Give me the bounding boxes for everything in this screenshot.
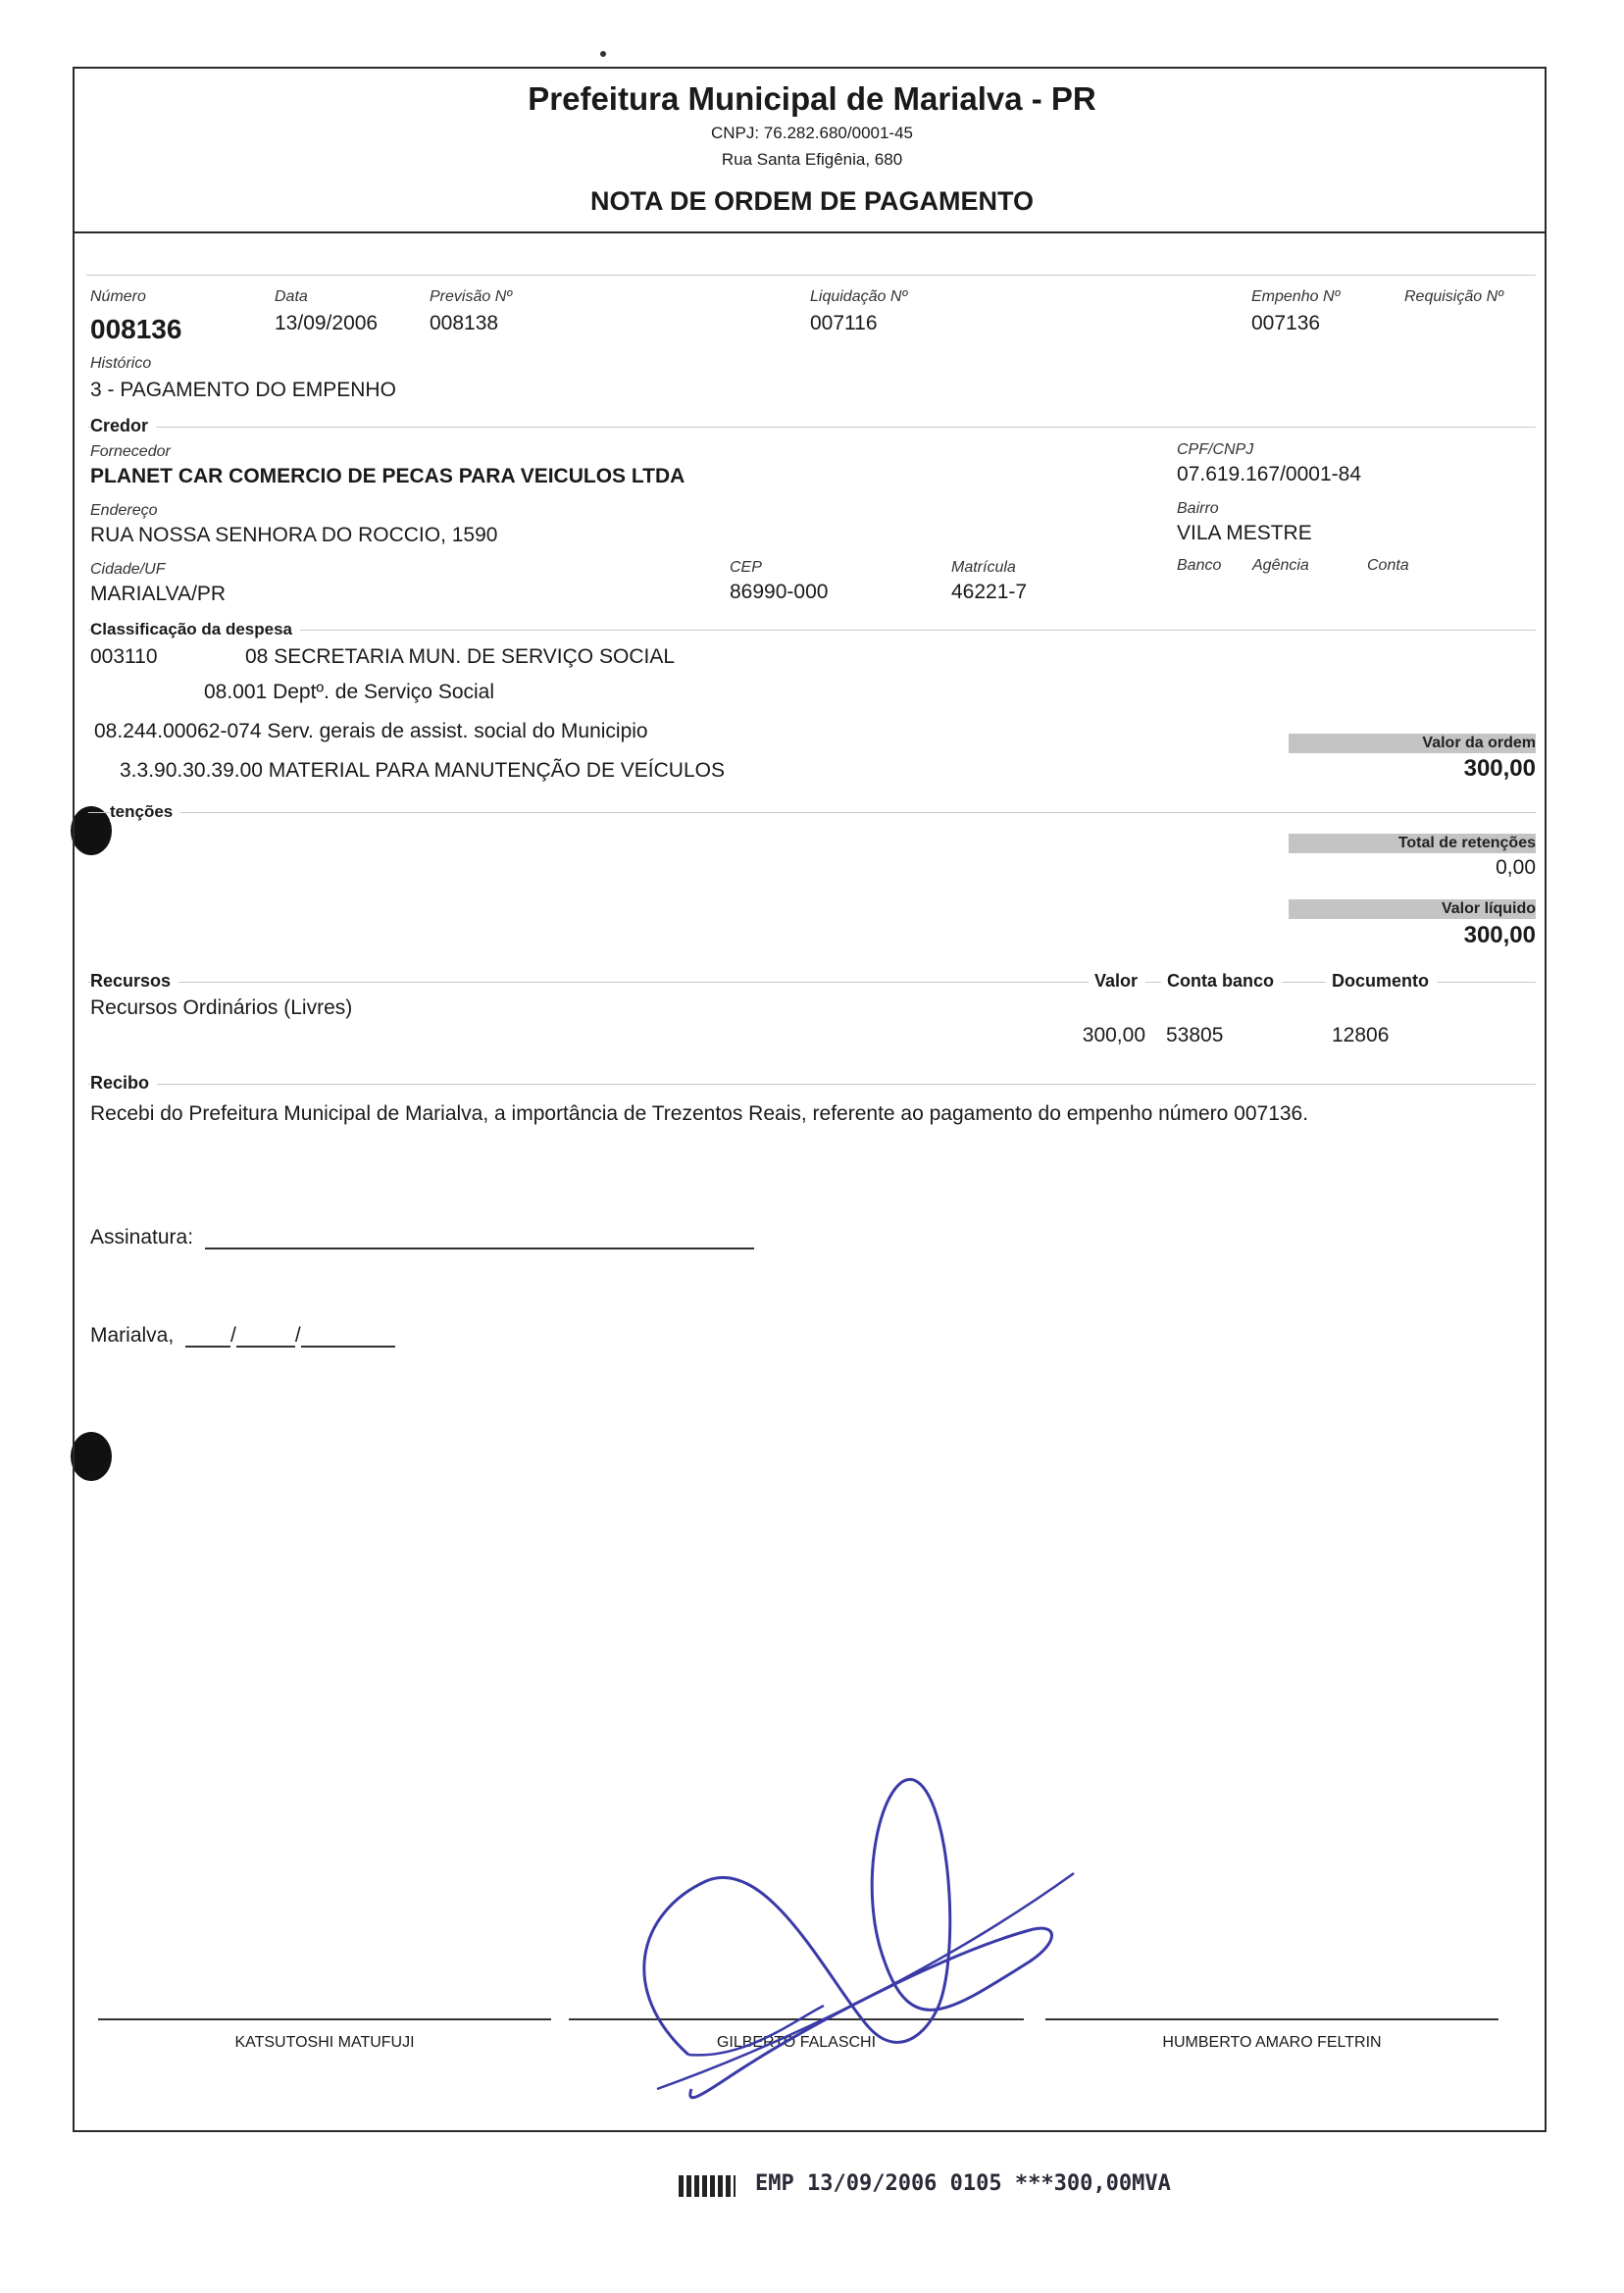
- retencoes-section: tenções: [110, 802, 180, 822]
- recursos-line: [88, 982, 1536, 983]
- liquidacao-label: Liquidação Nº: [810, 288, 908, 305]
- date-row: Marialva, / /: [90, 1324, 395, 1348]
- credor-line: [88, 427, 1536, 428]
- recursos-conta: 53805: [1166, 1024, 1224, 1046]
- month-blank: [236, 1346, 295, 1348]
- matricula-label: Matrícula: [951, 559, 1016, 576]
- cidade-label: Cidade/UF: [90, 561, 166, 578]
- retencoes-line: [88, 812, 1536, 813]
- signature-line-1: [98, 2018, 551, 2020]
- classificacao-line3: 08.244.00062-074 Serv. gerais de assist. social do Municipio: [94, 720, 648, 742]
- year-blank: [301, 1346, 395, 1348]
- cpf-label: CPF/CNPJ: [1177, 441, 1254, 458]
- numero-label: Número: [90, 288, 146, 305]
- recibo-line: [88, 1084, 1536, 1085]
- fornecedor-label: Fornecedor: [90, 443, 171, 460]
- empenho-label: Empenho Nº: [1251, 288, 1341, 305]
- address-text: Rua Santa Efigênia, 680: [721, 150, 903, 169]
- assinatura-row: [90, 1226, 754, 1249]
- classificacao-line: [88, 630, 1536, 631]
- total-retencoes-label: Total de retenções: [1397, 835, 1536, 851]
- classificacao-code: 003110: [90, 645, 158, 668]
- recibo-text: Recebi do Prefeitura Municipal de Marialva, a importância de Trezentos Reais, referente ao pagamento do empenho número 007136.: [90, 1102, 1309, 1125]
- data-value: 13/09/2006: [275, 312, 379, 334]
- bairro-value: VILA MESTRE: [1177, 522, 1312, 544]
- classificacao-line4: 3.3.90.30.39.00 MATERIAL PARA MANUTENÇÃO DE VEÍCULOS: [120, 759, 725, 782]
- info-top-line: [86, 275, 1536, 276]
- total-retencoes-value: 0,00: [1496, 856, 1536, 879]
- recursos-section: Recursos: [90, 971, 178, 992]
- cpf-value: 07.619.167/0001-84: [1177, 463, 1362, 485]
- cep-label: CEP: [730, 559, 762, 576]
- document-title: NOTA DE ORDEM DE PAGAMENTO: [589, 186, 1034, 216]
- endereco-label: Endereço: [90, 502, 158, 519]
- recursos-documento-header: Documento: [1326, 971, 1437, 992]
- data-label: Data: [275, 288, 308, 305]
- endereco-value: RUA NOSSA SENHORA DO ROCCIO, 1590: [90, 524, 498, 546]
- recursos-descricao: Recursos Ordinários (Livres): [90, 996, 353, 1019]
- fornecedor-value: PLANET CAR COMERCIO DE PECAS PARA VEICULOS LTDA: [90, 465, 685, 487]
- classificacao-section: Classificação da despesa: [90, 620, 300, 639]
- recursos-valor: 300,00: [1082, 1024, 1145, 1046]
- cep-value: 86990-000: [730, 581, 829, 603]
- classificacao-line1: 08 SECRETARIA MUN. DE SERVIÇO SOCIAL: [245, 645, 676, 668]
- historico-value: 3 - PAGAMENTO DO EMPENHO: [90, 379, 396, 401]
- barcode-mark-icon: [679, 2175, 736, 2197]
- credor-section: Credor: [90, 416, 156, 436]
- signatory-2-name: GILBERTO FALASCHI: [716, 2034, 877, 2051]
- scan-mark: [600, 51, 606, 57]
- bairro-label: Bairro: [1177, 500, 1219, 517]
- conta-label: Conta: [1367, 557, 1409, 574]
- municipality-title: Prefeitura Municipal de Marialva - PR: [528, 80, 1096, 117]
- assinatura-label: Assinatura:: [90, 1226, 194, 1248]
- historico-label: Histórico: [90, 355, 152, 372]
- classificacao-line2: 08.001 Deptº. de Serviço Social: [204, 681, 495, 703]
- valor-ordem-value: 300,00: [1463, 755, 1536, 782]
- day-blank: [185, 1346, 230, 1348]
- previsao-label: Previsão Nº: [430, 288, 513, 305]
- handwritten-signature: [598, 1765, 1089, 2118]
- signatory-1-name: KATSUTOSHI MATUFUJI: [234, 2034, 415, 2051]
- recursos-valor-header: Valor: [1089, 971, 1145, 992]
- agencia-label: Agência: [1252, 557, 1309, 574]
- requisicao-label: Requisição Nº: [1404, 288, 1503, 305]
- liquidacao-value: 007116: [810, 312, 878, 334]
- recursos-conta-header: Conta banco: [1161, 971, 1282, 992]
- assinatura-blank: [205, 1248, 754, 1249]
- banco-label: Banco: [1177, 557, 1222, 574]
- recibo-section: Recibo: [90, 1073, 157, 1094]
- signatory-3-name: HUMBERTO AMARO FELTRIN: [1162, 2034, 1382, 2051]
- empenho-value: 007136: [1251, 312, 1321, 334]
- previsao-value: 008138: [430, 312, 499, 334]
- local-label: Marialva,: [90, 1324, 175, 1347]
- matricula-value: 46221-7: [951, 581, 1028, 603]
- cnpj-text: CNPJ: 76.282.680/0001-45: [710, 124, 914, 142]
- signature-line-3: [1045, 2018, 1498, 2020]
- valor-ordem-label: Valor da ordem: [1422, 735, 1536, 751]
- valor-liquido-label: Valor líquido: [1441, 900, 1536, 917]
- cidade-value: MARIALVA/PR: [90, 583, 227, 605]
- header-divider: [75, 231, 1545, 233]
- numero-value: 008136: [90, 314, 182, 344]
- valor-liquido-value: 300,00: [1463, 922, 1536, 948]
- recursos-documento: 12806: [1332, 1024, 1390, 1046]
- mechanical-stamp: EMP 13/09/2006 0105 ***300,00MVA: [755, 2171, 1171, 2196]
